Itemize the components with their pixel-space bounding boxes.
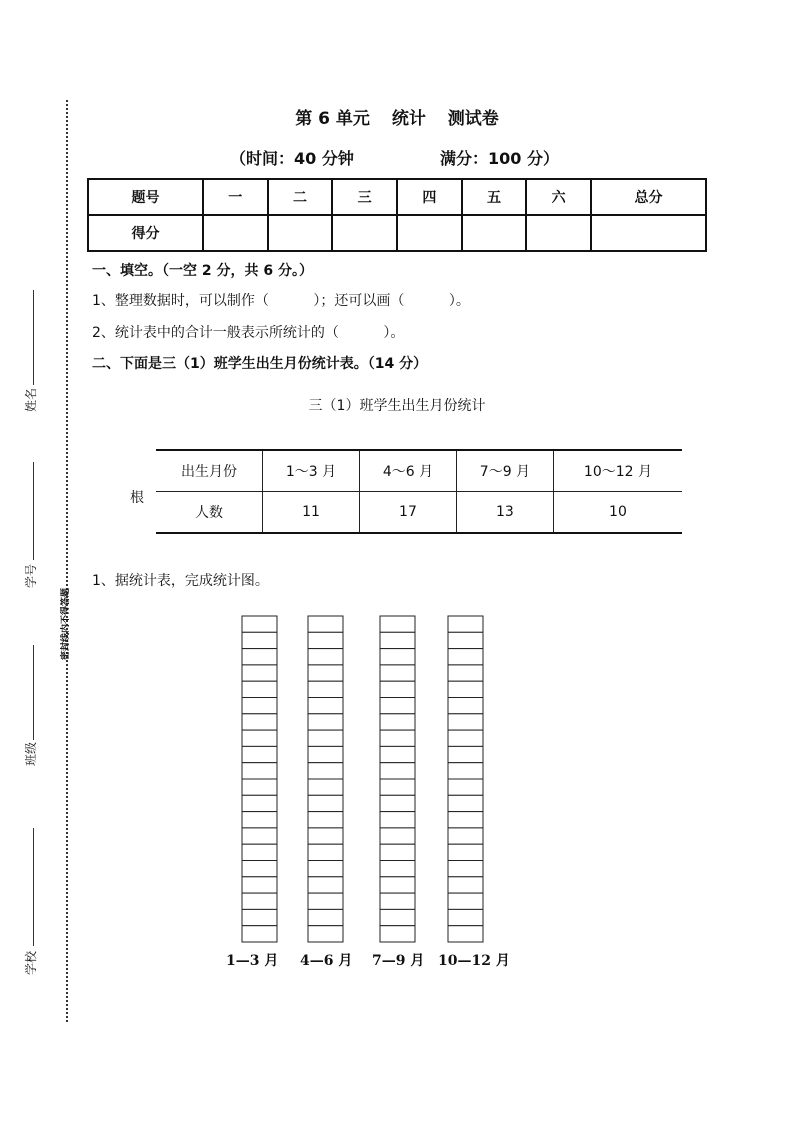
grid-cell[interactable] bbox=[308, 714, 343, 730]
grid-cell[interactable] bbox=[308, 893, 343, 909]
score-header-cell: 总分 bbox=[591, 179, 706, 215]
grid-cell[interactable] bbox=[380, 909, 415, 925]
grid-column-1 bbox=[242, 616, 277, 942]
grid-cell[interactable] bbox=[308, 649, 343, 665]
grid-cell[interactable] bbox=[448, 893, 483, 909]
section1-heading: 一、填空。（一空 2 分，共 6 分。） bbox=[92, 263, 313, 279]
score-cell[interactable] bbox=[268, 215, 333, 251]
grid-cell[interactable] bbox=[380, 632, 415, 648]
grid-cell[interactable] bbox=[242, 893, 277, 909]
grid-cell[interactable] bbox=[380, 779, 415, 795]
grid-cell[interactable] bbox=[380, 828, 415, 844]
question-1: 1、整理数据时，可以制作（ ）；还可以画（ ）。 bbox=[92, 293, 470, 309]
x-label-1: 1—3 月 bbox=[226, 953, 279, 969]
grid-cell[interactable] bbox=[380, 616, 415, 632]
x-label-4: 10—12 月 bbox=[438, 953, 510, 969]
grid-cell[interactable] bbox=[308, 632, 343, 648]
grid-cell[interactable] bbox=[448, 730, 483, 746]
score-cell[interactable] bbox=[591, 215, 706, 251]
school-line bbox=[33, 828, 34, 946]
grid-cell[interactable] bbox=[308, 909, 343, 925]
name-line bbox=[33, 290, 34, 385]
score-cell[interactable] bbox=[526, 215, 591, 251]
grid-column-2 bbox=[308, 616, 343, 942]
grid-cell[interactable] bbox=[380, 681, 415, 697]
blank-grid-chart bbox=[220, 610, 510, 945]
grid-cell[interactable] bbox=[380, 844, 415, 860]
student-id-label: 学号 bbox=[24, 563, 38, 588]
grid-cell[interactable] bbox=[242, 616, 277, 632]
stat-value-cell: 10 bbox=[553, 492, 682, 534]
x-label-2: 4—6 月 bbox=[300, 953, 353, 969]
score-cell[interactable] bbox=[397, 215, 462, 251]
grid-cell[interactable] bbox=[308, 926, 343, 942]
grid-cell[interactable] bbox=[380, 861, 415, 877]
stat-header-cell: 10～12 月 bbox=[553, 450, 682, 492]
score-header-cell: 二 bbox=[268, 179, 333, 215]
grid-cell[interactable] bbox=[448, 844, 483, 860]
grid-cell[interactable] bbox=[308, 698, 343, 714]
class-label: 班级 bbox=[24, 741, 38, 766]
grid-cell[interactable] bbox=[448, 681, 483, 697]
grid-column-3 bbox=[380, 616, 415, 942]
score-cell[interactable] bbox=[203, 215, 268, 251]
stat-value-row bbox=[156, 492, 682, 534]
grid-cell[interactable] bbox=[448, 698, 483, 714]
stat-header-row bbox=[156, 450, 682, 492]
grid-cell[interactable] bbox=[242, 763, 277, 779]
grid-cell[interactable] bbox=[380, 649, 415, 665]
title-topic: 统计 bbox=[391, 109, 426, 129]
stat-value-cell: 11 bbox=[263, 492, 360, 534]
grid-cell[interactable] bbox=[380, 877, 415, 893]
score-table-header-row bbox=[88, 179, 706, 215]
grid-cell[interactable] bbox=[308, 795, 343, 811]
grid-cell[interactable] bbox=[380, 665, 415, 681]
stat-value-cell: 17 bbox=[359, 492, 456, 534]
grid-cell[interactable] bbox=[380, 893, 415, 909]
stat-header-cell: 1～3 月 bbox=[263, 450, 360, 492]
score-table bbox=[87, 178, 707, 252]
stat-table-caption: 三（1）班学生出生月份统计 bbox=[308, 398, 486, 414]
grid-cell[interactable] bbox=[308, 844, 343, 860]
grid-cell[interactable] bbox=[242, 812, 277, 828]
birth-month-table bbox=[156, 449, 682, 534]
grid-cell[interactable] bbox=[448, 861, 483, 877]
grid-cell[interactable] bbox=[448, 665, 483, 681]
grid-cell[interactable] bbox=[448, 795, 483, 811]
name-label: 姓名 bbox=[24, 387, 38, 412]
grid-cell[interactable] bbox=[242, 698, 277, 714]
student-id-line bbox=[33, 462, 34, 560]
grid-column-4 bbox=[448, 616, 483, 942]
grid-cell[interactable] bbox=[308, 763, 343, 779]
score-cell[interactable] bbox=[462, 215, 527, 251]
stat-row-label: 人数 bbox=[156, 492, 263, 534]
stat-table-side-char: 根 bbox=[130, 490, 144, 506]
score-header-cell: 四 bbox=[397, 179, 462, 215]
score-header-cell: 题号 bbox=[88, 179, 203, 215]
time-limit: （时间：40 分钟 bbox=[230, 149, 354, 168]
grid-cell[interactable] bbox=[242, 730, 277, 746]
title-type: 测试卷 bbox=[447, 109, 499, 129]
full-score: 满分：100 分） bbox=[440, 149, 559, 168]
stat-value-cell: 13 bbox=[456, 492, 553, 534]
score-cell[interactable] bbox=[332, 215, 397, 251]
school-label: 学校 bbox=[24, 950, 38, 975]
grid-cell[interactable] bbox=[242, 649, 277, 665]
grid-cell[interactable] bbox=[242, 681, 277, 697]
stat-header-cell: 7～9 月 bbox=[456, 450, 553, 492]
grid-cell[interactable] bbox=[242, 746, 277, 762]
grid-cell[interactable] bbox=[308, 730, 343, 746]
grid-cell[interactable] bbox=[448, 909, 483, 925]
grid-cell[interactable] bbox=[448, 828, 483, 844]
grid-cell[interactable] bbox=[380, 926, 415, 942]
question-2: 2、统计表中的合计一般表示所统计的（ ）。 bbox=[92, 325, 405, 341]
grid-cell[interactable] bbox=[380, 763, 415, 779]
grid-cell[interactable] bbox=[242, 861, 277, 877]
page-title bbox=[0, 104, 794, 129]
grid-cell[interactable] bbox=[380, 714, 415, 730]
stat-header-cell: 出生月份 bbox=[156, 450, 263, 492]
grid-cell[interactable] bbox=[242, 877, 277, 893]
grid-cell[interactable] bbox=[380, 795, 415, 811]
grid-cell[interactable] bbox=[242, 665, 277, 681]
grid-cell[interactable] bbox=[308, 746, 343, 762]
grid-cell[interactable] bbox=[448, 649, 483, 665]
sub-question-1: 1、据统计表，完成统计图。 bbox=[92, 573, 269, 589]
grid-cell[interactable] bbox=[242, 779, 277, 795]
grid-cell[interactable] bbox=[308, 861, 343, 877]
score-header-cell: 六 bbox=[526, 179, 591, 215]
grid-cell[interactable] bbox=[380, 746, 415, 762]
grid-cell[interactable] bbox=[308, 681, 343, 697]
seal-dotted-line bbox=[66, 100, 68, 1022]
grid-cell[interactable] bbox=[448, 812, 483, 828]
grid-cell[interactable] bbox=[308, 779, 343, 795]
grid-cell[interactable] bbox=[242, 632, 277, 648]
grid-cell[interactable] bbox=[448, 616, 483, 632]
grid-cell[interactable] bbox=[242, 909, 277, 925]
section2-heading: 二、下面是三（1）班学生出生月份统计表。（14 分） bbox=[92, 356, 428, 372]
grid-cell[interactable] bbox=[448, 763, 483, 779]
score-row-label: 得分 bbox=[88, 215, 203, 251]
grid-cell[interactable] bbox=[448, 926, 483, 942]
score-header-cell: 五 bbox=[462, 179, 527, 215]
grid-cell[interactable] bbox=[308, 877, 343, 893]
grid-cell[interactable] bbox=[308, 665, 343, 681]
x-label-3: 7—9 月 bbox=[372, 953, 425, 969]
grid-cell[interactable] bbox=[308, 616, 343, 632]
grid-cell[interactable] bbox=[242, 714, 277, 730]
grid-cell[interactable] bbox=[242, 795, 277, 811]
score-table-score-row bbox=[88, 215, 706, 251]
seal-note: 密封线内不得答题 bbox=[61, 587, 71, 660]
grid-cell[interactable] bbox=[448, 632, 483, 648]
title-unit: 第 6 单元 bbox=[295, 109, 370, 129]
grid-cell[interactable] bbox=[380, 730, 415, 746]
grid-cell[interactable] bbox=[448, 877, 483, 893]
grid-cell[interactable] bbox=[308, 828, 343, 844]
grid-cell[interactable] bbox=[448, 779, 483, 795]
score-header-cell: 三 bbox=[332, 179, 397, 215]
score-header-cell: 一 bbox=[203, 179, 268, 215]
grid-cell[interactable] bbox=[380, 698, 415, 714]
grid-cell[interactable] bbox=[380, 812, 415, 828]
grid-cell[interactable] bbox=[242, 828, 277, 844]
grid-cell[interactable] bbox=[242, 926, 277, 942]
grid-cell[interactable] bbox=[448, 746, 483, 762]
class-line bbox=[33, 645, 34, 740]
grid-cell[interactable] bbox=[242, 844, 277, 860]
stat-header-cell: 4～6 月 bbox=[359, 450, 456, 492]
grid-cell[interactable] bbox=[308, 812, 343, 828]
grid-cell[interactable] bbox=[448, 714, 483, 730]
